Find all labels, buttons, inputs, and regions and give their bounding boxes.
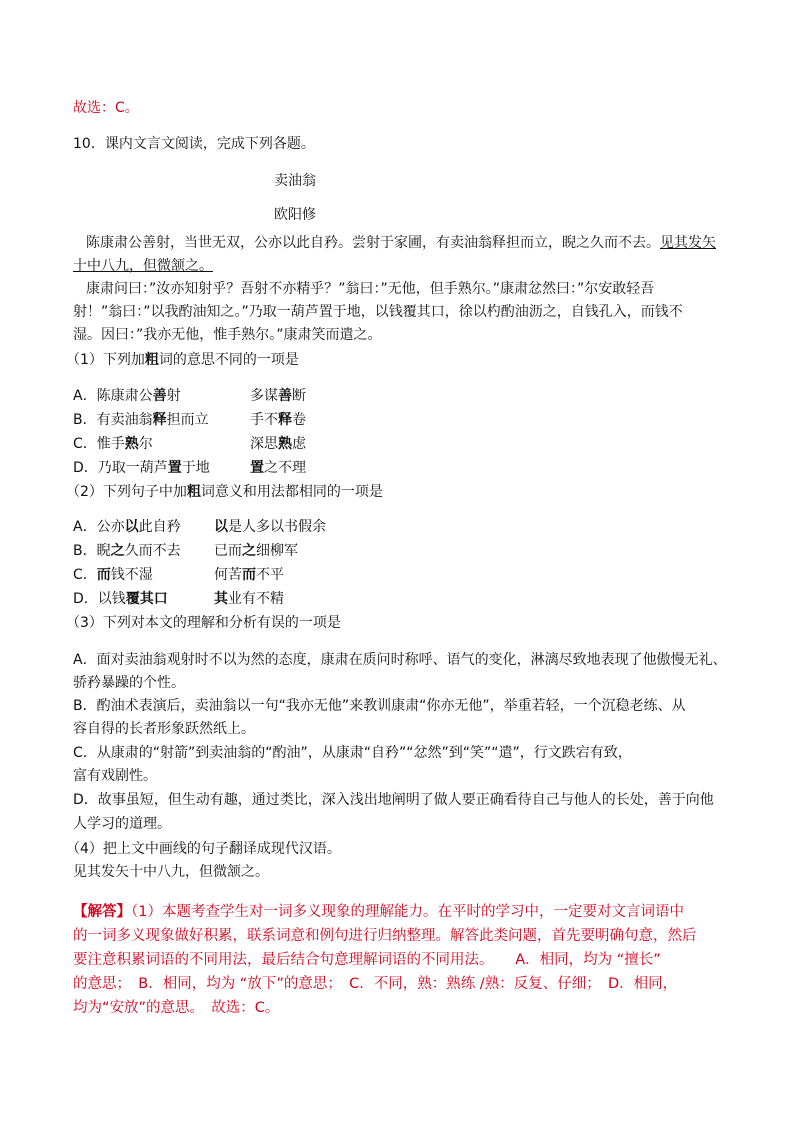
q1-option-d-compare — [250, 458, 306, 478]
passage-author: 欧阳修 — [274, 207, 316, 223]
option-text: 手不 — [250, 412, 278, 428]
q1-option-d — [73, 458, 210, 478]
answer-line-4: 的意思； B．相同，均为 “放下”的意思； C．不同，熟：熟练 /熟：反复、仔细； D．相同， — [73, 976, 678, 992]
option-bold: 其 — [214, 591, 228, 607]
q3-line-6: 富有戏剧性。 — [73, 768, 157, 784]
q2-stem-bold: 粗 — [186, 484, 201, 500]
q2-option-c — [73, 565, 153, 585]
option-text: 久而不去 — [124, 543, 181, 559]
option-bold: 熟 — [278, 436, 292, 452]
option-text: A．公亦 — [73, 519, 125, 535]
q1-option-a — [73, 386, 181, 406]
option-text: A．陈康肃公 — [73, 388, 153, 404]
option-text: 担而立 — [166, 412, 209, 428]
option-bold: 之 — [110, 543, 125, 559]
passage-paragraph-2-line-3: 湿。因曰：”我亦无他，惟手熟尔。”康肃笑而遣之。 — [73, 327, 382, 343]
option-bold: 释 — [278, 412, 292, 428]
q2-stem-pre: （2）下列句子中加 — [66, 484, 187, 500]
option-text: D．乃取一葫芦 — [73, 460, 168, 476]
underlined-sentence-part-2: 十中八九，但微颔之。 — [73, 258, 213, 274]
q1-option-b-compare — [250, 410, 306, 430]
option-text: 此自矜 — [138, 519, 181, 535]
option-text: 尔 — [138, 436, 153, 452]
option-text: 断 — [292, 388, 306, 404]
q2-option-d-compare — [214, 589, 284, 609]
previous-answer: 故选：C。 — [73, 100, 139, 116]
q4-sentence: 见其发矢十中八九，但微颔之。 — [73, 864, 269, 880]
answer-line-3: 要注意积累词语的不同用法，最后结合句意理解词语的不同用法。 A．相同，均为 “擅长” — [73, 952, 661, 968]
q2-stem — [66, 482, 383, 502]
option-bold: 之 — [242, 543, 256, 559]
option-text: 射 — [166, 388, 181, 404]
option-text: 钱不湿 — [110, 567, 153, 583]
q1-option-c — [73, 434, 153, 454]
q2-option-a-compare — [214, 517, 326, 537]
option-text: 卷 — [292, 412, 306, 428]
option-text: 深思 — [250, 436, 278, 452]
q4-stem: （4）把上文中画线的句子翻译成现代汉语。 — [66, 841, 341, 857]
passage-paragraph-2-line-2: 射！”翁曰：”以我酌油知之。”乃取一葫芦置于地，以钱覆其口，徐以杓酌油沥之，自钱孔入，而钱不 — [73, 304, 683, 320]
q3-line-5: C．从康肃的“射箭”到卖油翁的“酌油”，从康肃“自矜”“忿然”到“笑”“遣”，行文跌宕有致， — [73, 745, 632, 761]
answer-line-2: 的一词多义现象做好积累，联系词意和例句进行归纳整理。解答此类问题，首先要明确句意，然后 — [73, 928, 697, 944]
q2-option-d — [73, 589, 168, 609]
option-text: 细柳军 — [256, 543, 298, 559]
passage-paragraph-2-line-1: 康肃问曰：”汝亦知射乎？吾射不亦精乎？”翁曰：”无他，但手熟尔。”康肃忿然曰：”尔安敢轻吾 — [86, 281, 655, 297]
q1-option-c-compare — [250, 434, 306, 454]
q1-stem-pre: （1）下列加 — [66, 352, 145, 368]
option-bold: 而 — [96, 567, 111, 583]
q2-option-a — [73, 517, 181, 537]
option-text: B．睨 — [73, 543, 111, 559]
q2-option-b-compare — [214, 541, 298, 561]
q3-line-1: A．面对卖油翁观射时不以为然的态度，康肃在质问时称呼、语气的变化，淋漓尽致地表现了他傲慢无礼、 — [73, 652, 727, 668]
q2-option-b — [73, 541, 181, 561]
option-bold: 释 — [152, 412, 167, 428]
passage-text: 陈康肃公善射，当世无双，公亦以此自矜。尝射于家圃，有卖油翁释担而立，睨之久而不去。 — [86, 235, 660, 251]
q3-line-4: 容自得的长者形象跃然纸上。 — [73, 721, 255, 737]
option-text: 之不理 — [264, 460, 306, 476]
option-bold: 置 — [167, 460, 182, 476]
answer-line-1 — [73, 902, 684, 922]
option-bold: 善 — [278, 388, 292, 404]
option-text: B．有卖油翁 — [73, 412, 153, 428]
answer-label: 【解答】 — [73, 904, 131, 920]
option-text: 多谋 — [250, 388, 278, 404]
answer-line-5: 均为“安放”的意思。 故选：C。 — [73, 1000, 280, 1016]
option-text: 业有不精 — [228, 591, 284, 607]
q1-stem — [66, 350, 299, 370]
option-text: 不平 — [256, 567, 284, 583]
option-bold: 覆其口 — [125, 591, 168, 607]
q3-stem: （3）下列对本文的理解和分析有误的一项是 — [66, 615, 341, 631]
option-bold: 以 — [214, 519, 228, 535]
q1-option-a-compare — [250, 386, 306, 406]
passage-title: 卖油翁 — [274, 173, 316, 189]
passage-paragraph-1-line-2 — [73, 256, 213, 276]
option-text: C．惟手 — [73, 436, 125, 452]
option-text: D．以钱 — [73, 591, 126, 607]
option-text: 虑 — [292, 436, 306, 452]
q3-line-7: D．故事虽短，但生动有趣，通过类比，深入浅出地阐明了做人要正确看待自己与他人的长处，善于向他 — [73, 792, 714, 808]
q3-line-2: 骄矜暴躁的个性。 — [73, 675, 185, 691]
q3-line-3: B．酌油术表演后，卖油翁以一句“我亦无他”来教训康肃“你亦无他”，举重若轻，一个沉稳老练、从 — [73, 698, 686, 714]
option-text: 何苦 — [214, 567, 242, 583]
option-text: 已而 — [214, 543, 242, 559]
option-bold: 而 — [242, 567, 256, 583]
option-bold: 置 — [250, 460, 264, 476]
q2-option-c-compare — [214, 565, 284, 585]
answer-text: （1）本题考查学生对一词多义现象的理解能力。在平时的学习中，一定要对文言词语中 — [131, 904, 684, 920]
option-bold: 善 — [152, 388, 167, 404]
passage-paragraph-1-line-1 — [86, 233, 716, 253]
q3-line-8: 人学习的道理。 — [73, 816, 171, 832]
option-bold: 以 — [124, 519, 139, 535]
option-text: 于地 — [181, 460, 210, 476]
option-text: C． — [73, 567, 97, 583]
q1-stem-post: 词的意思不同的一项是 — [158, 352, 299, 368]
underlined-sentence-part-1: 见其发矢 — [660, 235, 716, 251]
q1-stem-bold: 粗 — [144, 352, 159, 368]
question-heading: 10．课内文言文阅读，完成下列各题。 — [73, 136, 315, 152]
q2-stem-post: 词意义和用法都相同的一项是 — [200, 484, 383, 500]
q1-option-b — [73, 410, 209, 430]
option-bold: 熟 — [124, 436, 139, 452]
option-text: 是人多以书假余 — [228, 519, 326, 535]
